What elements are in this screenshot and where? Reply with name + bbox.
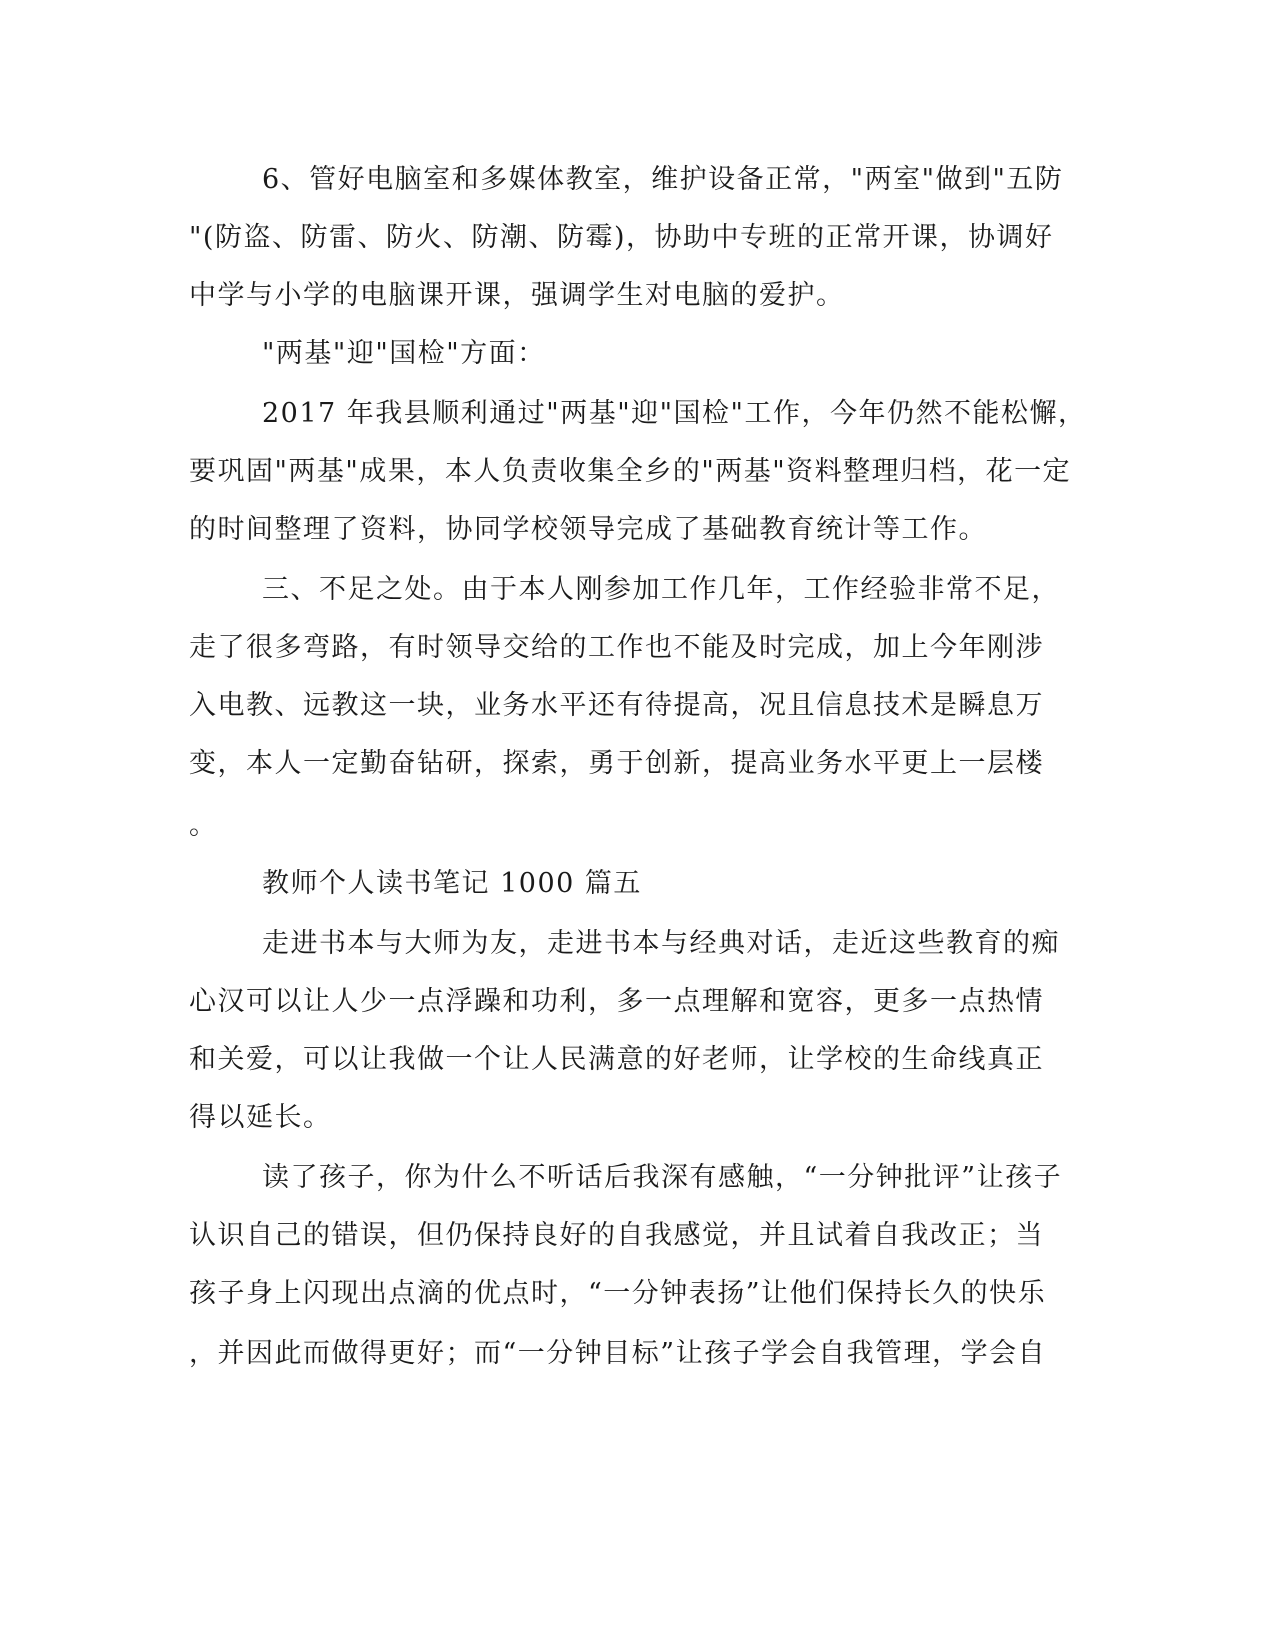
- text-line: 走了很多弯路，有时领导交给的工作也不能及时完成，加上今年刚涉: [189, 632, 1044, 663]
- section-heading: 教师个人读书笔记 1000 篇五: [262, 868, 642, 899]
- text-line: 。: [189, 810, 218, 841]
- text-line: "(防盗、防雷、防火、防潮、防霉)，协助中专班的正常开课，协调好: [189, 222, 1054, 253]
- text-line: 变，本人一定勤奋钻研，探索，勇于创新，提高业务水平更上一层楼: [189, 748, 1044, 779]
- text-line: 孩子身上闪现出点滴的优点时，“一分钟表扬”让他们保持长久的快乐: [189, 1278, 1047, 1309]
- text-line: 读了孩子，你为什么不听话后我深有感触，“一分钟批评”让孩子: [262, 1162, 1063, 1193]
- text-line: 和关爱，可以让我做一个让人民满意的好老师，让学校的生命线真正: [189, 1044, 1044, 1075]
- text-line: 走进书本与大师为友，走进书本与经典对话，走近这些教育的痴: [262, 928, 1060, 959]
- text-line: 心汉可以让人少一点浮躁和功利，多一点理解和宽容，更多一点热情: [189, 986, 1044, 1017]
- text-line: 要巩固"两基"成果，本人负责收集全乡的"两基"资料整理归档，花一定: [189, 456, 1072, 487]
- text-line: 2017 年我县顺利通过"两基"迎"国检"工作，今年仍然不能松懈，: [262, 398, 1087, 429]
- text-line: 入电教、远教这一块，业务水平还有待提高，况且信息技术是瞬息万: [189, 690, 1044, 721]
- text-line: ，并因此而做得更好；而“一分钟目标”让孩子学会自我管理，学会自: [189, 1338, 1047, 1369]
- section-heading: "两基"迎"国检"方面：: [262, 338, 546, 369]
- text-line: 认识自己的错误，但仍保持良好的自我感觉，并且试着自我改正；当: [189, 1220, 1044, 1251]
- text-line: 中学与小学的电脑课开课，强调学生对电脑的爱护。: [189, 280, 845, 311]
- text-line: 6、管好电脑室和多媒体教室，维护设备正常，"两室"做到"五防: [262, 164, 1064, 195]
- text-line: 三、不足之处。由于本人刚参加工作几年，工作经验非常不足，: [262, 574, 1060, 605]
- text-line: 得以延长。: [189, 1102, 332, 1133]
- text-line: 的时间整理了资料，协同学校领导完成了基础教育统计等工作。: [189, 514, 987, 545]
